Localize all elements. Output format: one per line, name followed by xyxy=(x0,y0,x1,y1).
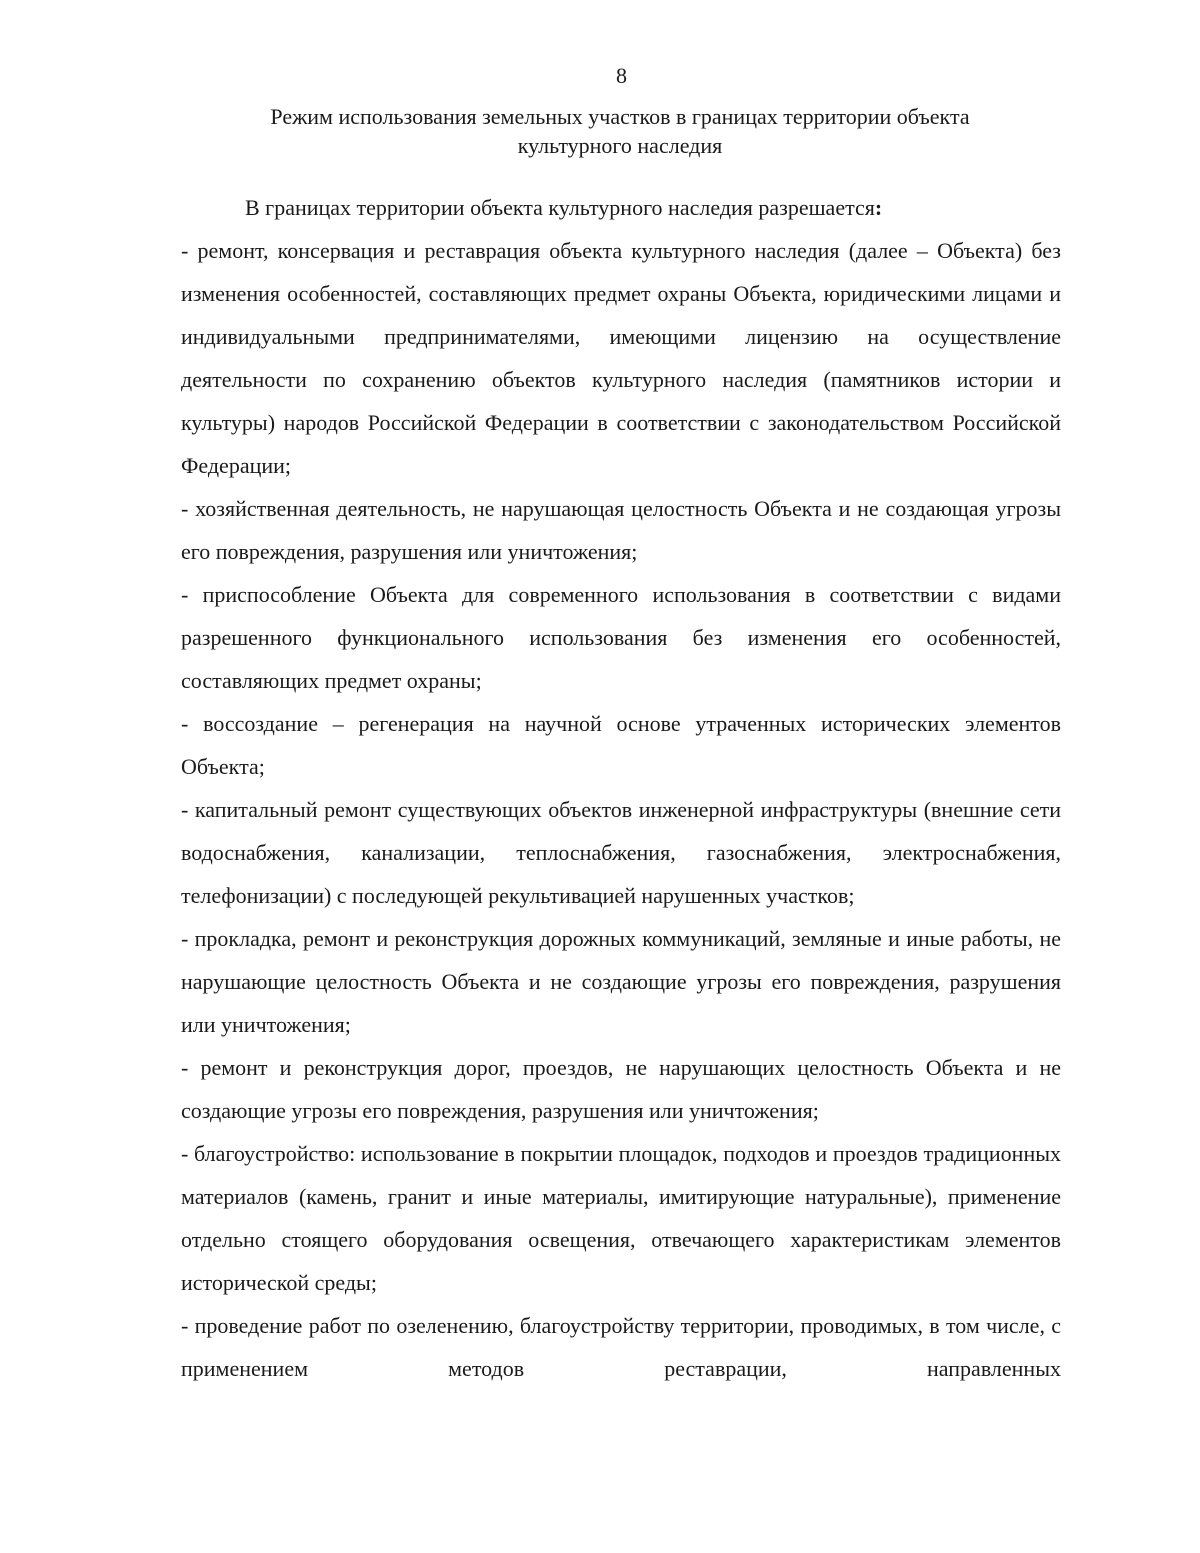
list-item-landscaping: - благоустройство: использование в покрытии площадок, подходов и проездов традиционных материалов (камень, гранит и иные материалы, имитирующие натуральные), применение отдельно стоящего оборудования освещения, отвечающего характеристикам элементов исторической среды; xyxy=(181,1141,1061,1295)
list-item-economic-activity: - хозяйственная деятельность, не нарушающая целостность Объекта и не создающая угрозы его повреждения, разрушения или уничтожения; xyxy=(181,496,1061,564)
list-item-greening: - проведение работ по озеленению, благоустройству территории, проводимых, в том числе, с применением методов реставрации, направленных xyxy=(181,1313,1061,1381)
list-item-recreation: - воссоздание – регенерация на научной основе утраченных исторических элементов Объекта; xyxy=(181,711,1061,779)
list-item-road-communications: - прокладка, ремонт и реконструкция дорожных коммуникаций, земляные и иные работы, не нарушающие целостность Объекта и не создающие угрозы его повреждения, разрушения или уничтожения; xyxy=(181,926,1061,1037)
intro-colon: : xyxy=(874,195,883,220)
list-item-repair: - ремонт, консервация и реставрация объекта культурного наследия (далее – Объекта) без изменения особенностей, составляющих предмет охраны Объекта, юридическими лицами и индивидуальными предпринимателями, имеющими лицензию на осуществление деятельности по сохранению объектов культурного наследия (памятников истории и культуры) народов Российской Федерации в соответствии с законодательством Российской Федерации; xyxy=(181,238,1061,478)
list-item-roads: - ремонт и реконструкция дорог, проездов, не нарушающих целостность Объекта и не создающие угрозы его повреждения, разрушения или уничтожения; xyxy=(181,1055,1061,1123)
page-number: 8 xyxy=(616,63,627,88)
list-item-infrastructure: - капитальный ремонт существующих объектов инженерной инфраструктуры (внешние сети водоснабжения, канализации, теплоснабжения, газоснабжения, электроснабжения, телефонизации) с последующей рекультивацией нарушенных участков; xyxy=(181,797,1061,908)
section-title-line-2: культурного наследия xyxy=(517,133,723,158)
section-title xyxy=(180,102,1060,160)
section-title-line-1: Режим использования земельных участков в границах территории объекта xyxy=(270,104,970,129)
intro-paragraph xyxy=(181,186,1061,229)
intro-text: В границах территории объекта культурного наследия разрешается xyxy=(245,195,875,220)
document-body xyxy=(181,186,1061,1390)
list-item-adaptation: - приспособление Объекта для современного использования в соответствии с видами разрешенного функционального использования без изменения его особенностей, составляющих предмет охраны; xyxy=(181,582,1061,693)
